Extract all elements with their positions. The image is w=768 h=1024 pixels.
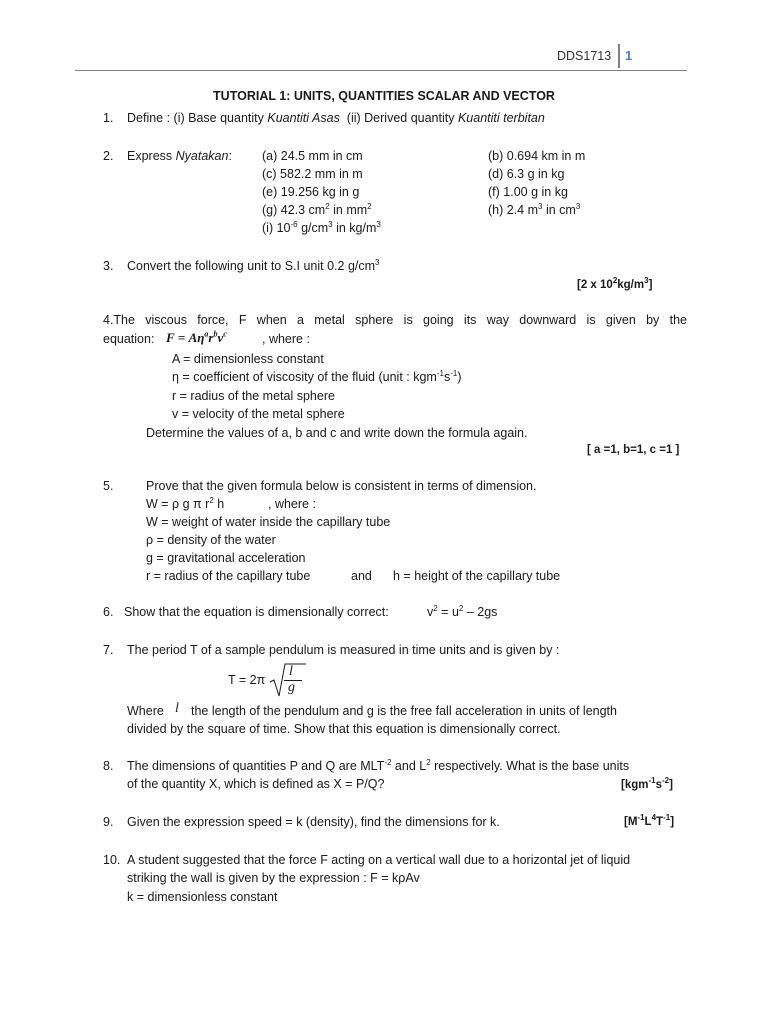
- q4-text-line1: 4.The viscous force, F when a metal sphere is going its way downward is given by the: [103, 313, 687, 327]
- q4-def-r: r = radius of the metal sphere: [172, 389, 335, 403]
- q10-text-line2: striking the wall is given by the expression : F = kρAv: [127, 871, 420, 885]
- q2-text: Express Nyatakan:: [127, 149, 232, 163]
- q2-item-h: (h) 2.4 $m^3$ in $cm^3$: [488, 201, 581, 217]
- q3-answer: [2 x $10^2kg/m^3$]: [577, 276, 653, 291]
- q6-number: 6.: [103, 605, 114, 619]
- q2-item-e: (e) 19.256 kg in g: [262, 185, 360, 199]
- q4-equation: $F = A\eta^ar^bv^c$: [166, 329, 227, 345]
- q2-item-a: (a) 24.5 mm in cm: [262, 149, 363, 163]
- q2-item-c: (c) 582.2 mm in m: [262, 167, 363, 181]
- document-code: DDS1713: [557, 49, 612, 63]
- q7-fraction-numerator: l: [289, 664, 293, 679]
- q7-fraction-denominator: g: [288, 680, 295, 695]
- q3-number: 3.: [103, 259, 114, 273]
- q6-equation: $v^2 = u^2 - 2gs$: [427, 603, 498, 619]
- header-divider: [618, 44, 620, 68]
- q9-answer: $[M^{-1}L^4T^{-1}]$: [624, 813, 675, 828]
- q9-number: 9.: [103, 815, 114, 829]
- page-title: TUTORIAL 1: UNITS, QUANTITIES SCALAR AND VECTOR: [213, 89, 555, 103]
- q10-text-line1: A student suggested that the force F acting on a vertical wall due to a horizontal jet of liquid: [127, 853, 631, 867]
- q2-item-b: (b) 0.694 km in m: [488, 149, 586, 163]
- q7-text-line2: divided by the square of time. Show that this equation is dimensionally correct.: [127, 722, 561, 736]
- q4-def-v: v = velocity of the metal sphere: [172, 407, 345, 421]
- q5-def-h: h = height of the capillary tube: [393, 569, 561, 583]
- q7-number: 7.: [103, 643, 114, 657]
- q7-where-text: the length of the pendulum and g is the free fall acceleration in units of length: [191, 704, 617, 718]
- q5-number: 5.: [103, 479, 114, 493]
- q5-where: , where :: [268, 497, 316, 511]
- q8-text-line2: of the quantity X, which is defined as X = P/Q?: [127, 777, 385, 791]
- q8-number: 8.: [103, 759, 114, 773]
- q8-answer: $[kgm^{-1}s^{-2}]$: [621, 776, 673, 791]
- q4-where: , where :: [262, 332, 310, 346]
- q2-item-f: (f) 1.00 g in kg: [488, 185, 568, 199]
- q4-def-eta: η = coefficient of viscosity of the fluid (unit : $kgm^{-1}s^{-1}$): [172, 368, 462, 384]
- q2-number: 2.: [103, 149, 114, 163]
- q1-text: Define : (i) Base quantity Kuantiti Asas (ii) Derived quantity Kuantiti terbitan: [127, 111, 545, 125]
- page-number: 1: [625, 48, 633, 63]
- q4-def-a: A = dimensionless constant: [172, 352, 324, 366]
- q4-task: Determine the values of a, b and c and write down the formula again.: [146, 426, 528, 440]
- q7-where-label: Where: [127, 704, 164, 718]
- q8-text-line1: The dimensions of quantities P and Q are $MLT^{-2}$ and $L^2$ respectively. What is the base units: [127, 757, 630, 773]
- q5-and: and: [351, 569, 372, 583]
- q3-text: Convert the following unit to S.I unit 0.2 $g/cm^3$: [127, 257, 380, 273]
- q5-formula: W = ρ g π $r^2$ h: [146, 495, 225, 511]
- header-rule: [75, 70, 687, 71]
- q10-number: 10.: [103, 853, 121, 867]
- q5-def-r: r = radius of the capillary tube: [146, 569, 311, 583]
- q2-item-i: (i) $10^{-6}$ $g/cm^3$ in $kg/m^3$: [262, 219, 381, 235]
- q6-text: Show that the equation is dimensionally correct:: [124, 605, 389, 619]
- q1-number: 1.: [103, 111, 114, 125]
- q5-def-w: W = weight of water inside the capillary tube: [146, 515, 391, 529]
- q5-def-g: g = gravitational acceleration: [146, 551, 306, 565]
- q5-def-rho: ρ = density of the water: [146, 533, 276, 547]
- q7-equation-lhs: T = 2π: [228, 673, 266, 687]
- q4-answer: [ a =1, b=1, c =1 ]: [587, 444, 680, 456]
- q7-where-l: l: [175, 701, 179, 716]
- q9-text: Given the expression speed = k (density), find the dimensions for k.: [127, 815, 500, 829]
- q2-item-g: (g) 42.3 $cm^2$ in $mm^2$: [262, 201, 372, 217]
- q10-text-line3: k = dimensionless constant: [127, 890, 278, 904]
- q7-text: The period T of a sample pendulum is measured in time units and is given by :: [127, 643, 560, 657]
- q4-equation-label: equation:: [103, 332, 155, 346]
- q5-text: Prove that the given formula below is consistent in terms of dimension.: [146, 479, 537, 493]
- q2-item-d: (d) 6.3 g in kg: [488, 167, 565, 181]
